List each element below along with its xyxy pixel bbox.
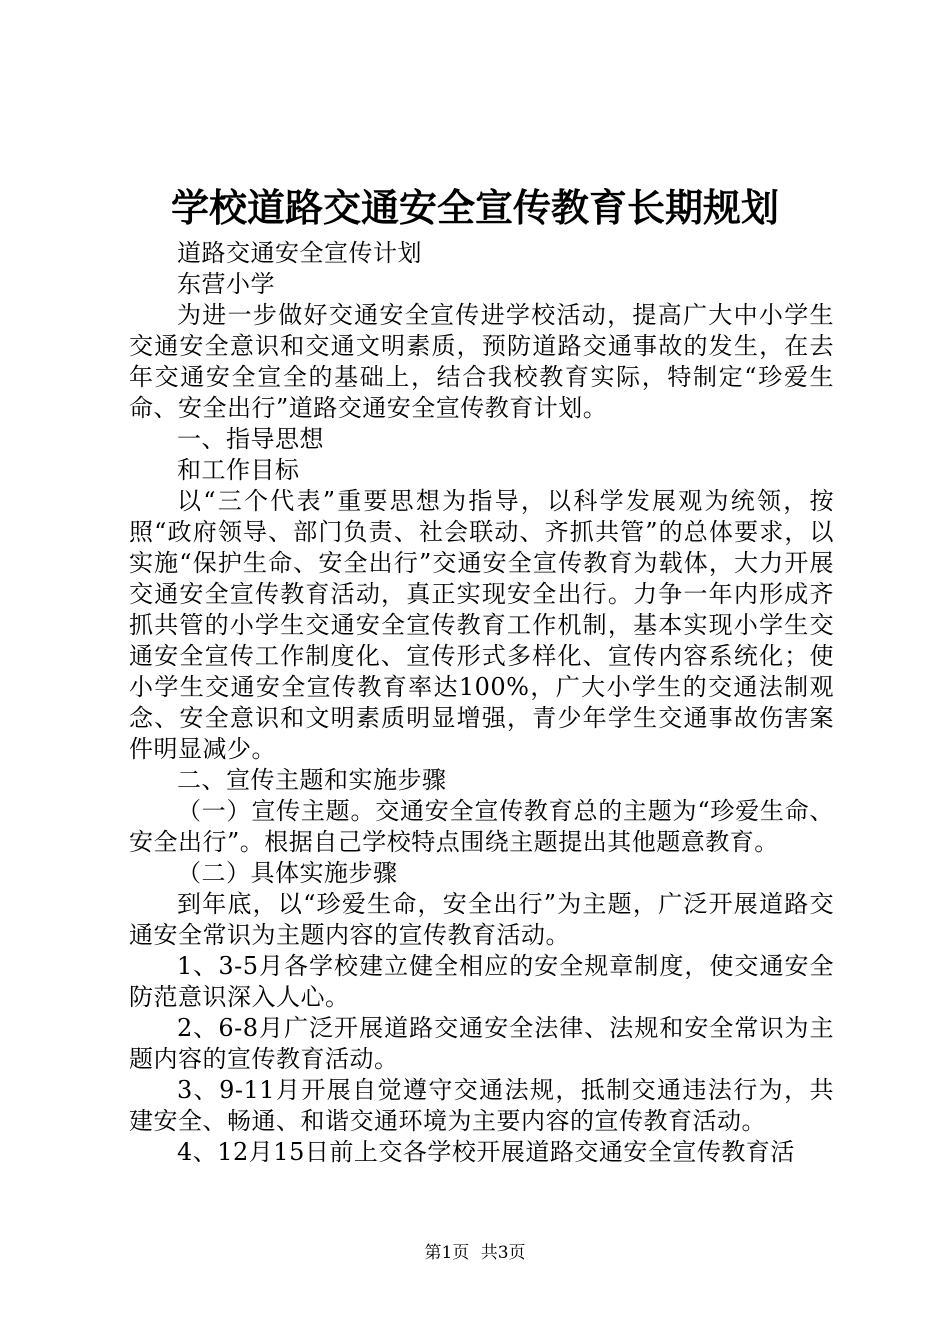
section-heading-1: 一、指导思想 (177, 425, 324, 453)
step-item-3: 3、9-11月开展自觉遵守交通法规，抵制交通违法行为，共建安全、畅通、和谐交通环境为主要内容的宣传教育活动。 (129, 1076, 834, 1135)
step-item-2: 2、6-8月广泛开展道路交通安全法律、法规和安全常识为主题内容的宣传教育活动。 (129, 1014, 834, 1073)
subtitle-plan: 道路交通安全宣传计划 (177, 239, 422, 267)
page-footer (0, 1241, 950, 1265)
section-heading-1-cont: 和工作目标 (177, 456, 300, 484)
document-body (129, 238, 834, 1168)
step-item-4: 4、12月15日前上交各学校开展道路交通安全宣传教育活 (177, 1138, 795, 1166)
section-heading-2: 二、宣传主题和实施步骤 (177, 766, 447, 794)
paragraph-theme: （一）宣传主题。交通安全宣传教育总的主题为“珍爱生命、安全出行”。根据自己学校特点围绕主题提出其他题意教育。 (129, 797, 834, 856)
paragraph-intro: 为进一步做好交通安全宣传进学校活动，提高广大中小学生交通安全意识和交通文明素质，预防道路交通事故的发生，在去年交通安全宣全的基础上，结合我校教育实际，特制定“珍爱生命、安全出行”道路交通安全宣传教育计划。 (129, 301, 834, 422)
page-total: 共3页 (480, 1243, 526, 1263)
subsection-steps: （二）具体实施步骤 (177, 859, 398, 887)
step-item-1: 1、3-5月各学校建立健全相应的安全规章制度，使交通安全防范意识深入人心。 (129, 952, 834, 1011)
paragraph-guiding-idea: 以“三个代表”重要思想为指导，以科学发展观为统领，按照“政府领导、部门负责、社会联动、齐抓共管”的总体要求，以实施“保护生命、安全出行”交通安全宣传教育为载体，大力开展交通安全宣传教育活动，真正实现安全出行。力争一年内形成齐抓共管的小学生交通安全宣传教育工作机制，基本实现小学生交通安全宣传工作制度化、宣传形式多样化、宣传内容系统化；使小学生交通安全宣传教育率达100%，广大小学生的交通法制观念、安全意识和文明素质明显增强，青少年学生交通事故伤害案件明显减少。 (129, 487, 834, 763)
school-name: 东营小学 (177, 270, 275, 298)
document-title: 学校道路交通安全宣传教育长期规划 (170, 185, 779, 230)
page-number: 第1页 (424, 1243, 470, 1263)
paragraph-year-end: 到年底，以“珍爱生命，安全出行”为主题，广泛开展道路交通安全常识为主题内容的宣传教育活动。 (129, 890, 834, 949)
